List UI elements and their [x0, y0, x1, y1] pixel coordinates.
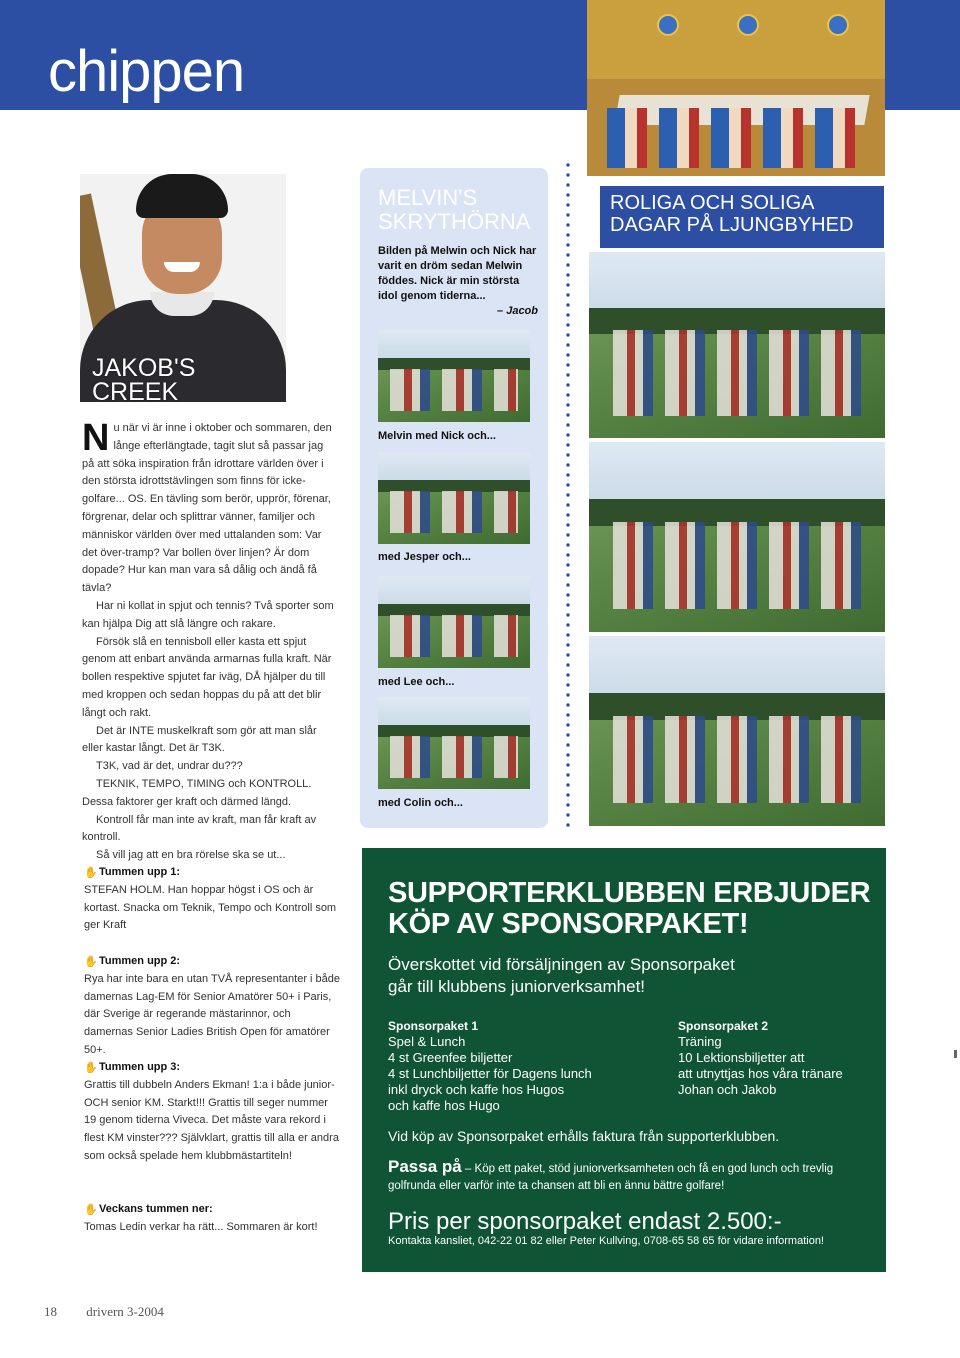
sponsorpaket-2: Sponsorpaket 2 Träning 10 Lektionsbiljetter att att utnyttjas hos våra tränare Johan och Jakob [678, 1019, 843, 1097]
thumbs-up-icon: ✋ [84, 1061, 98, 1074]
thumbs-up-icon: ✋ [84, 866, 98, 879]
melvin-photo-lee [378, 576, 530, 668]
photo-caption: med Colin och... [378, 797, 463, 809]
photo-caption: Melvin med Nick och... [378, 430, 496, 442]
photo-caption: med Jesper och... [378, 551, 471, 563]
issue-label: drivern 3-2004 [86, 1304, 164, 1319]
tummen-upp-3: ✋ Tummen upp 3: Grattis till dubbeln Anders Ekman! 1:a i både junior- OCH senior KM. Starkt!!! Grattis till seger nummer 19 genom tiderna Viveca. Det måste vara rekord i flest KM vinster??? Självklart, grattis till alla er andra som också spelade hem klubbmästartiteln! [84, 1061, 339, 1162]
sponsor-headline: SUPPORTERKLUBBEN ERBJUDER KÖP AV SPONSORPAKET! [388, 877, 871, 940]
dropcap: N [82, 417, 110, 459]
ljungbyhed-photo-2 [589, 442, 885, 632]
roliga-title: ROLIGA OCH SOLIGA DAGAR PÅ LJUNGBYHED [610, 192, 854, 236]
melvin-photo-jesper [378, 452, 530, 544]
sponsor-subheadline: Överskottet vid försäljningen av Sponsorpaket går till klubbens juniorverksamhet! [388, 955, 735, 996]
tummen-upp-1: ✋ Tummen upp 1: STEFAN HOLM. Han hoppar högst i OS och är kortast. Snacka om Teknik, Tempo och Kontroll som ger Kraft [84, 866, 337, 932]
tummen-ner: ✋ Veckans tummen ner: Tomas Ledin verkar ha rätt... Sommaren är kort! [84, 1203, 318, 1233]
jakob-article: Nu när vi är inne i oktober och sommaren, den långe efterlängtade, tagit slut så passar jag på att söka inspiration från idrottare världen över i den största idrottstävlingen som finns för icke-golfare... OS. En tävling som berör, upprör, förenar, förgrenar, delar och splittrar vänner, familjer och människor världen över med uttalanden som: Var det över-tramp? Var bollen över linjen? Är dom dopade? Hur kan man vara så dålig och ändå få tävla? Har ni kollat in spjut och tennis? Två sporter som kan hjälpa Dig att slå längre och rakare. Försök slå en tennisboll eller kasta ett spjut genom att enbart använda armarnas fulla kraft. När bollen respektive spjutet far iväg, DÅ hjälper du till med kroppen och sedan hoppas du på att det blir långt och rakt. Det är INTE muskelkraft som gör att man slår eller kastar långt. Det är T3K. T3K, vad är det, undrar du??? TEKNIK, TEMPO, TIMING och KONTROLL. Dessa faktorer ger kraft och därmed längd. Kontroll får man inte av kraft, man får kraft av kontroll. Så vill jag att en bra rörelse ska se ut... [82, 417, 334, 862]
dotted-divider [566, 160, 570, 830]
page-title: chippen [48, 39, 245, 104]
sponsor-passa-pa: Passa på – Köp ett paket, stöd juniorverksamheten och få en god lunch och trevlig golfrunda eller varför inte ta chansen att bli en ännu bättre golfare! [388, 1157, 834, 1192]
edge-mark [954, 1050, 957, 1058]
quote-signature: – Jacob [497, 305, 538, 317]
sponsor-box [362, 848, 886, 1272]
melvin-title: MELVIN'S SKRYTHÖRNA [378, 185, 531, 234]
clubhouse-photo [587, 0, 885, 176]
sponsor-invoice-note: Vid köp av Sponsorpaket erhålls faktura från supporterklubben. [388, 1128, 780, 1144]
jakob-column-title: JAKOB'S CREEK [92, 354, 196, 406]
sponsorpaket-1: Sponsorpaket 1 Spel & Lunch 4 st Greenfee biljetter 4 st Lunchbiljetter för Dagens lunch inkl dryck och kaffe hos Hugos och kaffe hos Hugo [388, 1019, 592, 1113]
tummen-upp-2: ✋ Tummen upp 2: Rya har inte bara en utan TVÅ representanter i både damernas Lag-EM för Senior Amatörer 50+ i Paris, där Sverige är regerande mästarinnor, och damernas Senior Ladies British Open för amatörer 50+. [84, 955, 341, 1056]
melvin-photo-nick [378, 330, 530, 422]
page-footer [44, 1304, 164, 1320]
sponsor-contact: Kontakta kansliet, 042-22 01 82 eller Peter Kullving, 0708-65 58 65 för vidare information! [388, 1235, 824, 1247]
ljungbyhed-photo-3 [589, 636, 885, 826]
melvin-quote: Bilden på Melwin och Nick har varit en dröm sedan Melwin föddes. Nick är min största idol genom tiderna... – Jacob [378, 245, 538, 317]
thumbs-down-icon: ✋ [84, 1203, 98, 1216]
photo-caption: med Lee och... [378, 676, 455, 688]
thumbs-up-icon: ✋ [84, 955, 98, 968]
sponsor-price: Pris per sponsorpaket endast 2.500:- [388, 1208, 782, 1235]
ljungbyhed-photo-1 [589, 252, 885, 438]
melvin-photo-colin [378, 697, 530, 789]
page-number: 18 [44, 1304, 57, 1319]
